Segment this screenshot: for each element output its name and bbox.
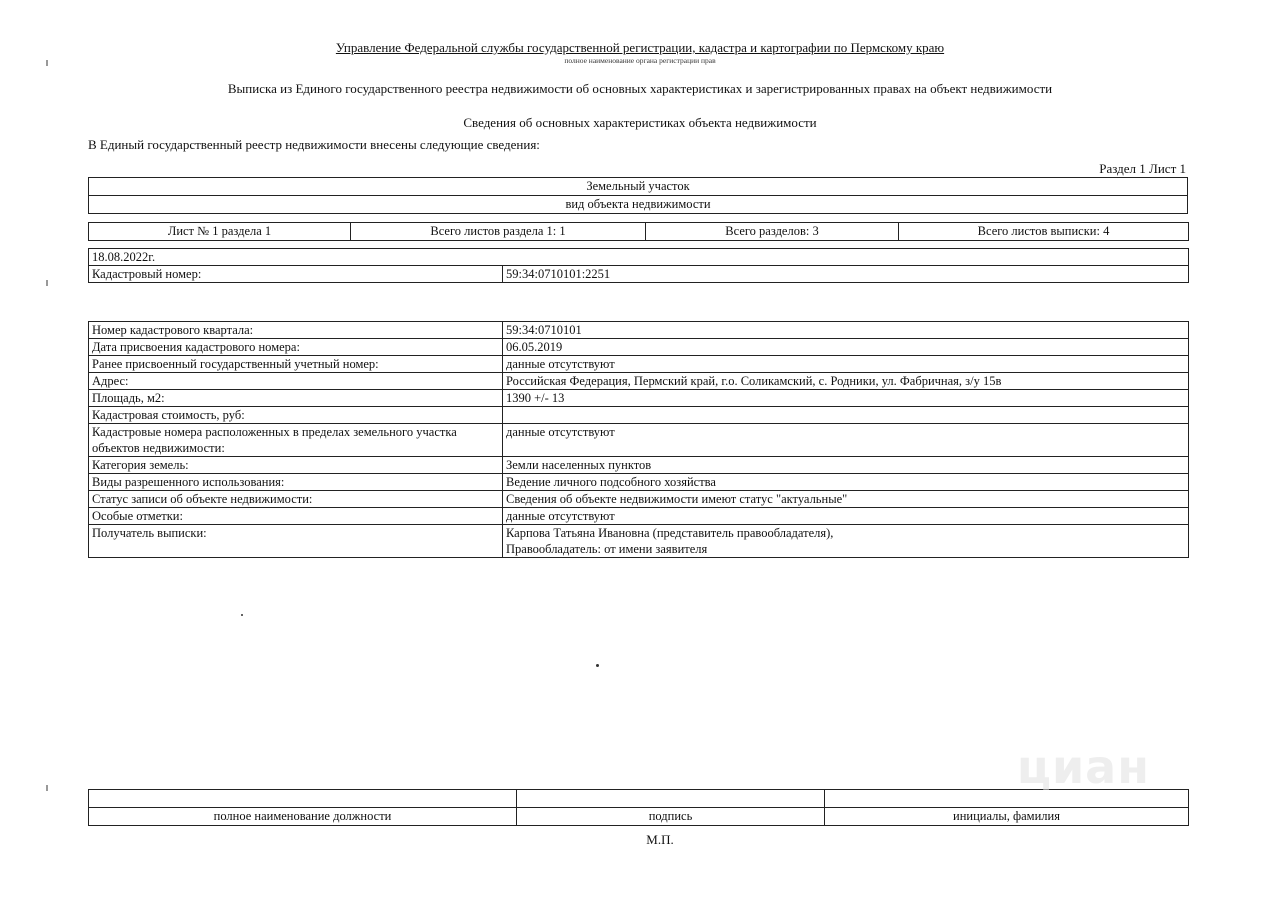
recipient-line: Карпова Татьяна Ивановна (представитель правообладателя), <box>506 526 834 540</box>
signature-caption: подпись <box>517 808 825 826</box>
scan-mark <box>46 785 48 791</box>
row-label: Получатель выписки: <box>89 525 503 558</box>
table-row <box>89 373 1189 390</box>
signature-blank <box>517 790 825 808</box>
sheet-number: Лист № 1 раздела 1 <box>89 223 351 241</box>
row-label: Ранее присвоенный государственный учетный номер: <box>89 356 503 373</box>
row-label: Кадастровая стоимость, руб: <box>89 407 503 424</box>
row-label: Дата присвоения кадастрового номера: <box>89 339 503 356</box>
table-row <box>89 491 1189 508</box>
table-row <box>89 525 1189 558</box>
object-type: Земельный участок <box>89 178 1188 196</box>
table-row <box>89 339 1189 356</box>
row-value: данные отсутствуют <box>503 508 1189 525</box>
table-row <box>89 322 1189 339</box>
table-row <box>89 407 1189 424</box>
section-reference: Раздел 1 Лист 1 <box>1099 161 1186 176</box>
row-value <box>503 407 1189 424</box>
row-label: Площадь, м2: <box>89 390 503 407</box>
table-row <box>89 390 1189 407</box>
document-subtitle: Сведения об основных характеристиках объекта недвижимости <box>463 115 817 130</box>
row-value: 1390 +/- 13 <box>503 390 1189 407</box>
row-value: Земли населенных пунктов <box>503 457 1189 474</box>
object-type-caption: вид объекта недвижимости <box>89 196 1188 214</box>
extract-sheets-total: Всего листов выписки: 4 <box>899 223 1189 241</box>
position-blank <box>89 790 517 808</box>
table-row <box>89 457 1189 474</box>
row-label: Кадастровые номера расположенных в пределах земельного участка объектов недвижимости: <box>89 424 503 457</box>
row-value: данные отсутствуют <box>503 356 1189 373</box>
scan-mark <box>46 280 48 286</box>
row-value: 59:34:0710101 <box>503 322 1189 339</box>
object-type-table <box>88 177 1188 214</box>
section-sheets-total: Всего листов раздела 1: 1 <box>351 223 646 241</box>
table-row <box>89 356 1189 373</box>
recipient-line-2: Правообладатель: от имени заявителя <box>506 542 708 556</box>
row-value: Ведение личного подсобного хозяйства <box>503 474 1189 491</box>
organization-name: Управление Федеральной службы государственной регистрации, кадастра и картографии по Пермскому краю <box>335 40 945 55</box>
sheets-table <box>88 222 1189 241</box>
cadastral-table <box>88 248 1189 283</box>
table-row <box>89 508 1189 525</box>
cadastral-number-label: Кадастровый номер: <box>89 266 503 283</box>
row-value: Сведения об объекте недвижимости имеют статус "актуальные" <box>503 491 1189 508</box>
organization-caption: полное наименование органа регистрации прав <box>564 56 716 65</box>
table-row <box>89 474 1189 491</box>
table-row <box>89 424 1189 457</box>
row-value: 06.05.2019 <box>503 339 1189 356</box>
row-label: Статус записи об объекте недвижимости: <box>89 491 503 508</box>
row-value: Российская Федерация, Пермский край, г.о. Соликамский, с. Родники, ул. Фабричная, з/у 15в <box>503 373 1189 390</box>
row-label: Виды разрешенного использования: <box>89 474 503 491</box>
row-label: Номер кадастрового квартала: <box>89 322 503 339</box>
scan-mark <box>46 60 48 66</box>
watermark-logo: циан <box>1016 740 1150 794</box>
sections-total: Всего разделов: 3 <box>646 223 899 241</box>
document-title: Выписка из Единого государственного реестра недвижимости об основных характеристиках и зарегистрированных правах на объект недвижимости <box>227 81 1053 96</box>
characteristics-table <box>88 321 1189 558</box>
row-value: данные отсутствуют <box>503 424 1189 457</box>
cadastral-number-value: 59:34:0710101:2251 <box>503 266 1189 283</box>
position-caption: полное наименование должности <box>89 808 517 826</box>
row-label: Особые отметки: <box>89 508 503 525</box>
name-caption: инициалы, фамилия <box>825 808 1189 826</box>
scan-speck <box>596 664 599 667</box>
stamp-label: М.П. <box>646 832 674 847</box>
row-label: Адрес: <box>89 373 503 390</box>
row-label: Категория земель: <box>89 457 503 474</box>
row-value <box>503 525 1189 558</box>
extract-date: 18.08.2022г. <box>89 249 1189 266</box>
intro-text: В Единый государственный реестр недвижимости внесены следующие сведения: <box>88 137 540 152</box>
scan-speck <box>241 614 243 616</box>
signature-table <box>88 789 1189 826</box>
